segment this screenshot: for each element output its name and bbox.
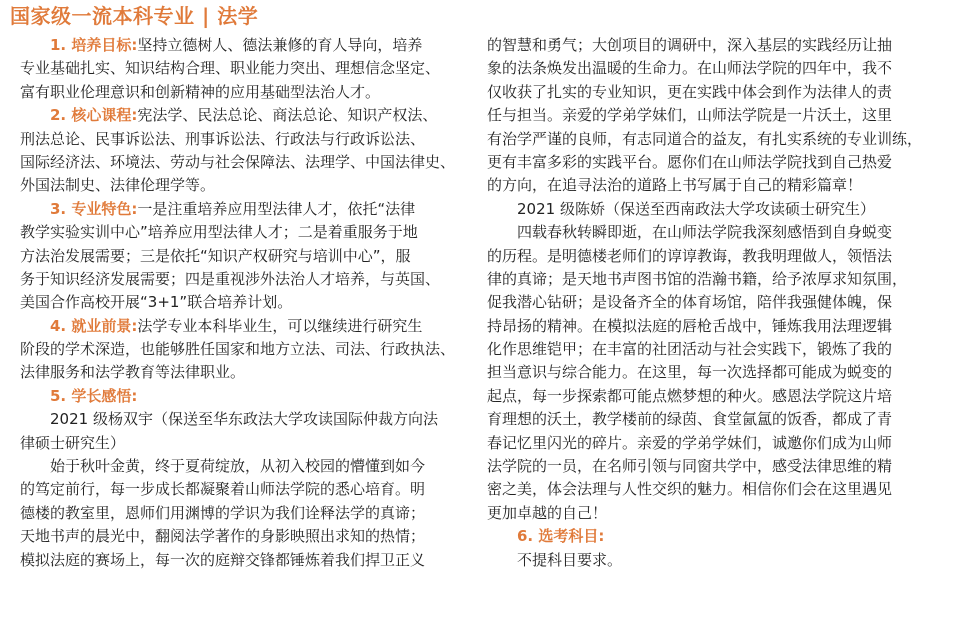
body-text: 春记忆里闪光的碎片。亲爱的学弟学妹们，诚邀你们成为山师: [487, 433, 893, 452]
text-line: [487, 221, 927, 244]
text-line: [20, 361, 460, 384]
text-line: [20, 151, 460, 174]
body-text: 坚持立德树人、德法兼修的育人导向，培养: [137, 36, 423, 54]
text-line: [20, 174, 460, 197]
text-line: [487, 128, 927, 151]
body-text: 2021 级杨双宇（保送至华东政法大学攻读国际仲裁方向法: [50, 410, 438, 429]
text-line: [487, 198, 927, 221]
body-text: 法学院的一员，在名师引领与同窗共学中，感受法律思维的精: [487, 457, 893, 476]
text-line: [20, 385, 460, 408]
body-text: 始于秋叶金黄，终于夏荷绽放，从初入校园的懵懂到如今: [50, 457, 426, 476]
text-line: [487, 525, 927, 548]
body-text: 促我潜心钻研；是设备齐全的体育场馆，陪伴我强健体魄，保: [487, 293, 893, 312]
page-title: 国家级一流本科专业 | 法学: [10, 4, 259, 28]
text-line: [20, 315, 460, 338]
left-column: [20, 34, 460, 572]
text-line: [20, 81, 460, 104]
text-line: [20, 104, 460, 127]
body-text: 担当意识与综合能力。在这里，每一次选择都可能成为蜕变的: [487, 363, 893, 382]
body-text: 律硕士研究生）: [20, 433, 126, 452]
body-text: 的历程。是明德楼老师们的谆谆教诲，教我明理做人，领悟法: [487, 246, 893, 265]
body-text: 方法治发展需要；三是依托“知识产权研究与培训中心”，服: [20, 246, 411, 265]
text-line: [487, 245, 927, 268]
section-heading: 3. 专业特色:: [50, 199, 138, 218]
text-line: [487, 338, 927, 361]
right-column: [487, 34, 927, 572]
text-line: [20, 245, 460, 268]
text-line: [20, 478, 460, 501]
body-text: 任与担当。亲爱的学弟学妹们，山师法学院是一片沃土，这里: [487, 106, 893, 125]
body-text: 刑法总论、民事诉讼法、刑事诉讼法、行政法与行政诉讼法、: [20, 129, 426, 148]
text-line: [20, 549, 460, 572]
body-text: 专业基础扎实、知识结构合理、职业能力突出、理想信念坚定、: [20, 59, 441, 78]
body-text: 更加卓越的自己！: [487, 503, 608, 522]
body-text: 教学实验实训中心”培养应用型法律人才；二是着重服务于地: [20, 223, 418, 242]
text-line: [20, 57, 460, 80]
body-text: 起点，每一步探索都可能点燃梦想的种火。感恩法学院这片培: [487, 386, 893, 405]
text-line: [20, 268, 460, 291]
body-text: 外国法制史、法律伦理学等。: [20, 176, 216, 195]
body-text: 化作思维铠甲；在丰富的社团活动与社会实践下，锻炼了我的: [487, 340, 893, 359]
body-text: 持昂扬的精神。在模拟法庭的唇枪舌战中，锤炼我用法理逻辑: [487, 316, 893, 335]
text-line: [487, 268, 927, 291]
text-line: [487, 104, 927, 127]
section-heading: 6. 选考科目:: [517, 527, 605, 546]
text-line: [20, 34, 460, 57]
text-line: [487, 174, 927, 197]
body-text: 天地书声的晨光中，翻阅法学著作的身影映照出求知的热情；: [20, 527, 426, 546]
body-text: 国际经济法、环境法、劳动与社会保障法、法理学、中国法律史、: [20, 152, 456, 171]
text-line: [20, 432, 460, 455]
body-text: 务于知识经济发展需要；四是重视涉外法治人才培养，与英国、: [20, 269, 441, 288]
body-text: 一是注重培养应用型法律人才，依托“法律: [137, 199, 416, 218]
body-text: 密之美，体会法理与人性交织的魅力。相信你们会在这里遇见: [487, 480, 893, 499]
text-line: [20, 408, 460, 431]
body-text: 美国合作高校开展“3+1”联合培养计划。: [20, 293, 293, 312]
section-heading: 5. 学长感悟:: [50, 386, 138, 405]
section-heading: 4. 就业前景:: [50, 316, 138, 335]
text-line: [487, 315, 927, 338]
body-text: 四载春秋转瞬即逝，在山师法学院我深刻感悟到自身蜕变: [517, 223, 893, 242]
text-line: [487, 57, 927, 80]
body-text: 的智慧和勇气；大创项目的调研中，深入基层的实践经历让抽: [487, 36, 893, 54]
body-text: 法学专业本科毕业生，可以继续进行研究生: [137, 316, 423, 335]
text-line: [20, 338, 460, 361]
text-line: [487, 385, 927, 408]
body-text: 仅收获了扎实的专业知识，更在实践中体会到作为法律人的责: [487, 82, 893, 101]
text-line: [20, 128, 460, 151]
text-line: [487, 478, 927, 501]
text-line: [20, 221, 460, 244]
body-text: 2021 级陈娇（保送至西南政法大学攻读硕士研究生）: [517, 199, 875, 218]
text-line: [487, 361, 927, 384]
text-line: [487, 549, 927, 572]
body-text: 育理想的沃土，教学楼前的绿茵、食堂氤氲的饭香，都成了青: [487, 410, 893, 429]
text-line: [487, 151, 927, 174]
body-text: 宪法学、民法总论、商法总论、知识产权法、: [137, 106, 438, 125]
section-heading: 1. 培养目标:: [50, 36, 138, 54]
text-line: [20, 291, 460, 314]
body-text: 象的法条焕发出温暖的生命力。在山师法学院的四年中，我不: [487, 59, 893, 78]
text-line: [20, 198, 460, 221]
text-line: [487, 455, 927, 478]
body-text: 有治学严谨的良师，有志同道合的益友，有扎实系统的专业训练，: [487, 129, 923, 148]
body-text: 不提科目要求。: [517, 550, 623, 569]
body-text: 阶段的学术深造，也能够胜任国家和地方立法、司法、行政执法、: [20, 340, 456, 359]
body-text: 律的真谛；是天地书声图书馆的浩瀚书籍，给予浓厚求知氛围，: [487, 269, 908, 288]
text-line: [487, 432, 927, 455]
body-text: 的笃定前行，每一步成长都凝聚着山师法学院的悉心培育。明: [20, 480, 426, 499]
body-text: 法律服务和法学教育等法律职业。: [20, 363, 246, 382]
section-heading: 2. 核心课程:: [50, 106, 138, 125]
text-line: [487, 502, 927, 525]
text-line: [487, 81, 927, 104]
body-text: 德楼的教室里，恩师们用渊博的学识为我们诠释法学的真谛；: [20, 503, 426, 522]
text-line: [487, 408, 927, 431]
text-line: [487, 34, 927, 57]
text-line: [20, 525, 460, 548]
body-text: 更有丰富多彩的实践平台。愿你们在山师法学院找到自己热爱: [487, 152, 893, 171]
text-line: [20, 455, 460, 478]
body-text: 的方向，在追寻法治的道路上书写属于自己的精彩篇章！: [487, 176, 863, 195]
text-line: [20, 502, 460, 525]
body-text: 富有职业伦理意识和创新精神的应用基础型法治人才。: [20, 82, 381, 101]
text-line: [487, 291, 927, 314]
body-text: 模拟法庭的赛场上，每一次的庭辩交锋都锤炼着我们捍卫正义: [20, 550, 426, 569]
